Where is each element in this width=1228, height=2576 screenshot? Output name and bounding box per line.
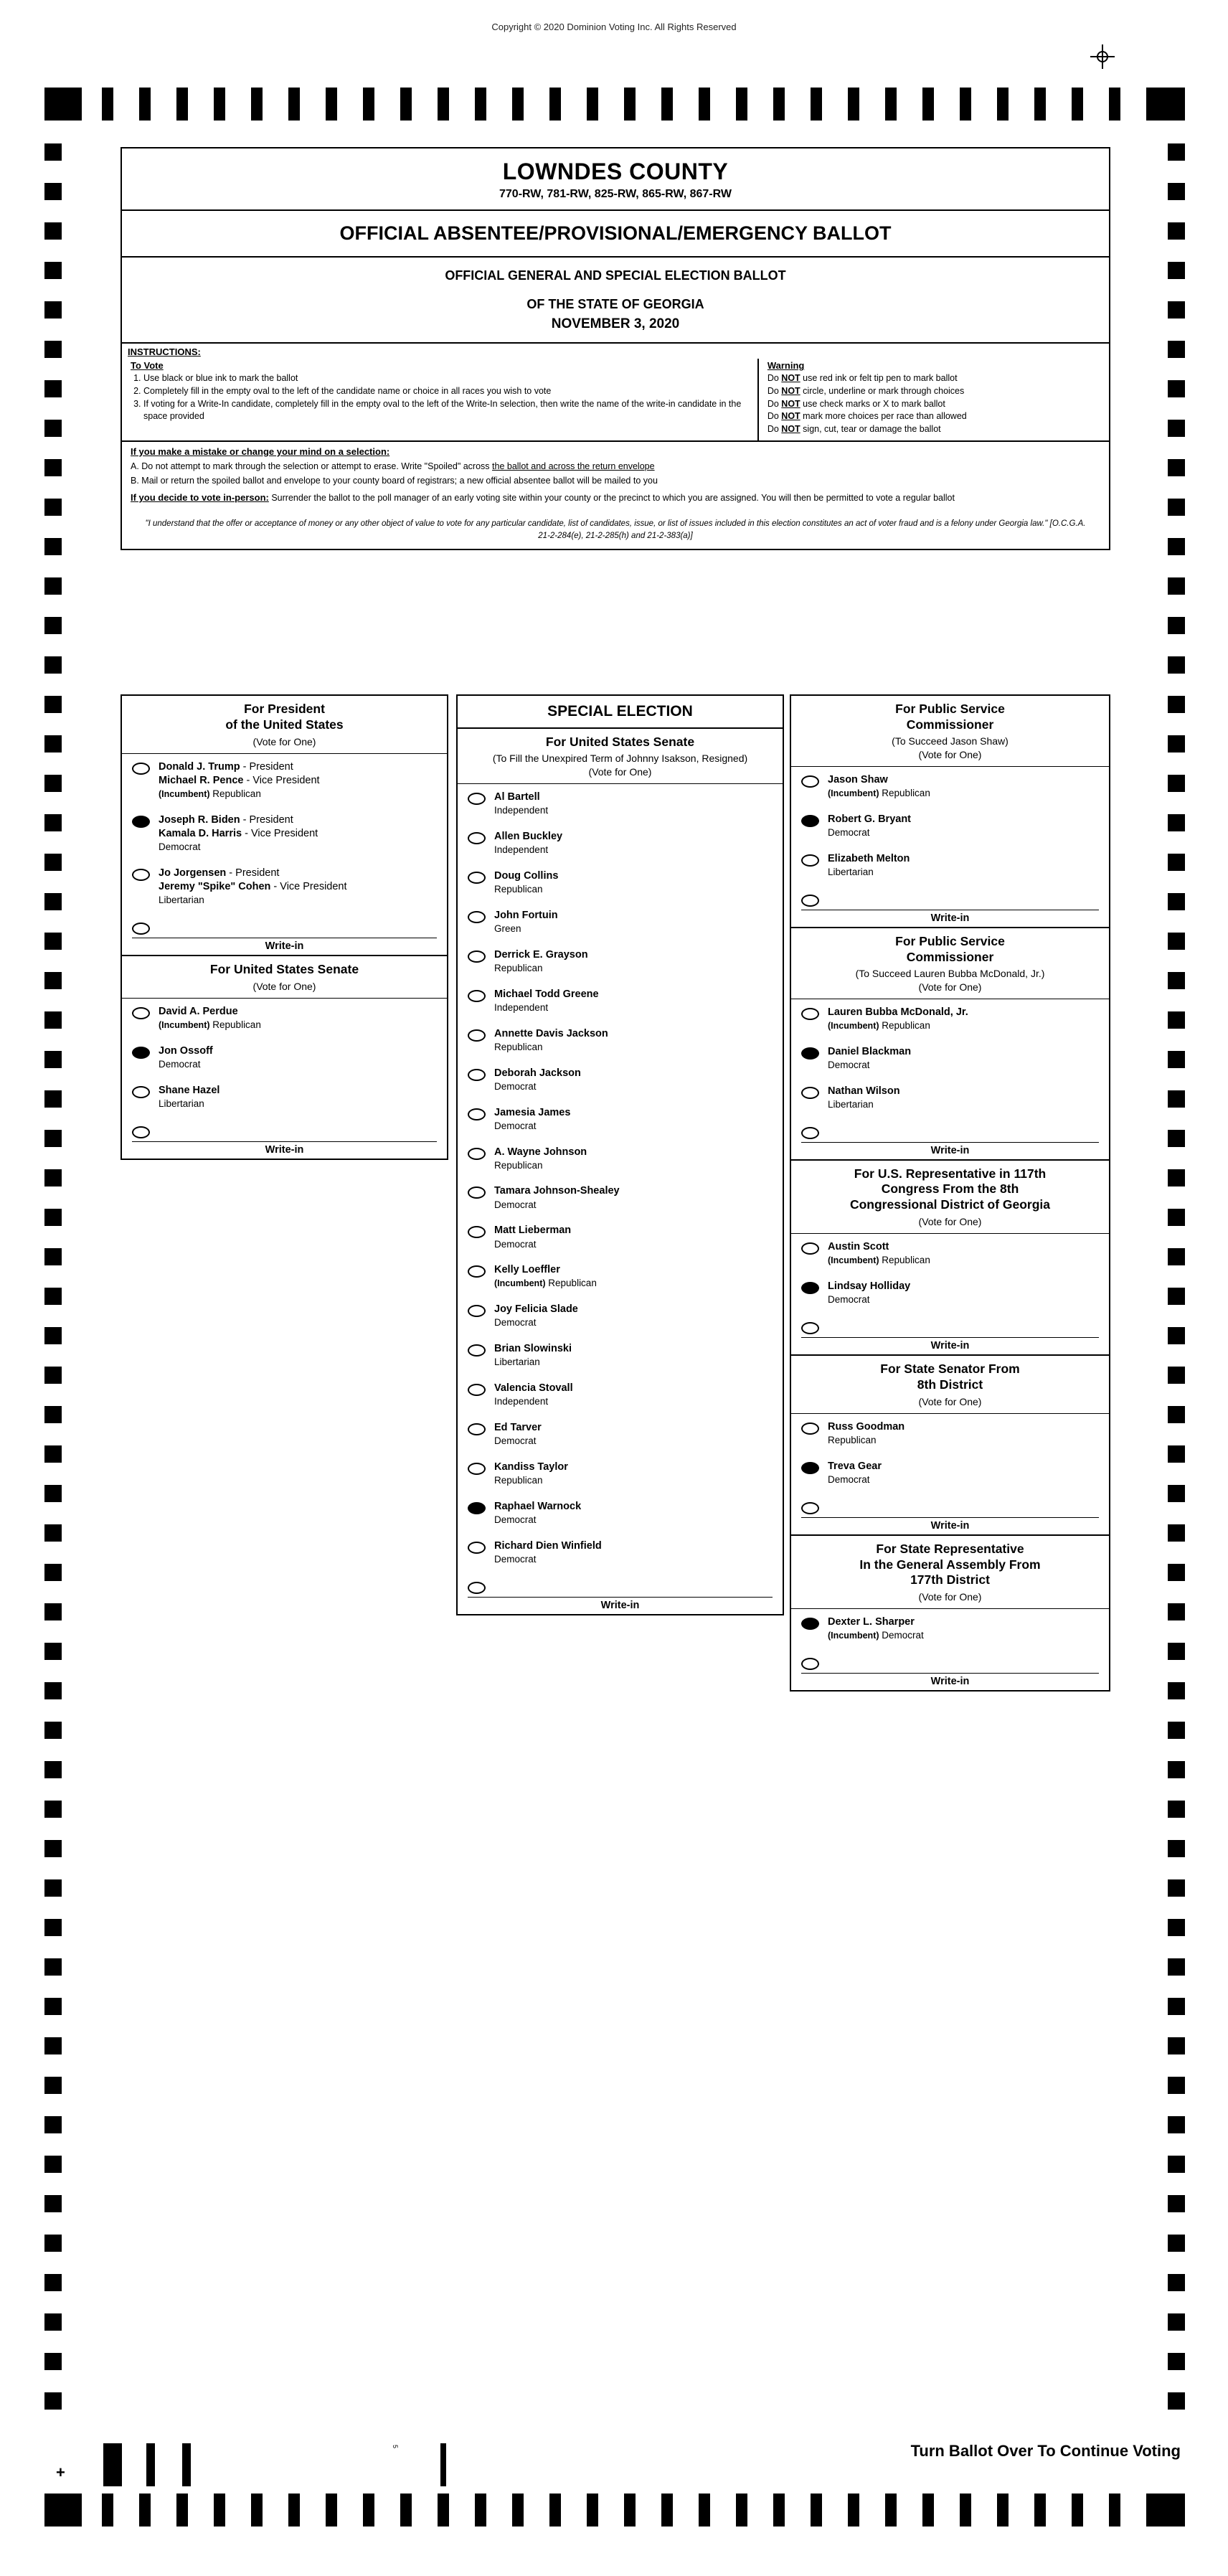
contest-psc-shaw (790, 694, 1110, 928)
vote-oval[interactable] (468, 1542, 486, 1554)
vote-oval[interactable] (468, 872, 486, 884)
candidate-text: Al Bartell Independent (494, 791, 549, 816)
vote-oval[interactable] (468, 911, 486, 923)
candidate-option[interactable] (458, 981, 783, 1021)
candidate-option[interactable] (791, 1609, 1109, 1648)
warning-line: Do NOT use check marks or X to mark ballot (767, 398, 945, 409)
candidate-text: A. Wayne Johnson Republican (494, 1146, 587, 1171)
copyright-notice: Copyright © 2020 Dominion Voting Inc. All Rights Reserved (491, 22, 737, 32)
write-in-option[interactable] (791, 1648, 1109, 1671)
vote-oval[interactable] (468, 1305, 486, 1317)
write-in-label: Write-in (801, 910, 1099, 924)
vote-oval[interactable] (468, 832, 486, 844)
candidate-option[interactable] (791, 1453, 1109, 1493)
vote-oval[interactable] (132, 1047, 150, 1059)
vote-for-instruction: (Vote for One) (918, 748, 982, 760)
candidate-option[interactable] (122, 1038, 447, 1077)
candidate-option[interactable] (458, 1060, 783, 1100)
candidate-text: Treva Gear Democrat (828, 1460, 882, 1485)
candidate-option[interactable] (458, 784, 783, 824)
write-in-option[interactable] (791, 1313, 1109, 1336)
warning-line: Do NOT mark more choices per race than allowed (767, 411, 967, 422)
ballot-subtitle-2: OF THE STATE OF GEORGIA (526, 297, 704, 312)
write-in-oval[interactable] (468, 1582, 486, 1594)
vote-oval[interactable] (132, 816, 150, 828)
vote-oval[interactable] (801, 1008, 819, 1020)
vote-oval[interactable] (468, 1069, 486, 1081)
write-in-option[interactable] (458, 1572, 783, 1595)
election-date: NOVEMBER 3, 2020 (551, 316, 680, 332)
candidate-text: Kelly Loeffler (Incumbent) Republican (494, 1264, 597, 1289)
vote-oval[interactable] (468, 1502, 486, 1514)
vote-oval[interactable] (801, 1423, 819, 1435)
candidate-text: Jamesia James Democrat (494, 1106, 571, 1131)
timing-marks-bottom (44, 2494, 1185, 2527)
contest-subtitle: (To Succeed Jason Shaw) (892, 735, 1009, 747)
candidate-option[interactable] (458, 1375, 783, 1415)
candidate-option[interactable] (458, 1021, 783, 1060)
candidate-text: Joy Felicia Slade Democrat (494, 1303, 578, 1329)
candidate-option[interactable] (458, 824, 783, 863)
candidate-option[interactable] (458, 902, 783, 942)
candidate-text: Ed Tarver Democrat (494, 1422, 542, 1447)
vote-oval[interactable] (801, 1047, 819, 1060)
candidate-option[interactable] (458, 1415, 783, 1454)
vote-oval[interactable] (132, 1007, 150, 1019)
vote-oval[interactable] (468, 1463, 486, 1475)
contest-title: For U.S. Representative in 117th Congress From the 8th Congressional District of Georgia (849, 1166, 1051, 1212)
vote-oval[interactable] (468, 1029, 486, 1042)
candidate-option[interactable] (458, 1100, 783, 1139)
warning-line: Do NOT sign, cut, tear or damage the ballot (767, 424, 941, 435)
timing-marks-right (1168, 143, 1185, 2453)
special-election-label: SPECIAL ELECTION (547, 703, 693, 720)
candidate-text: Annette Davis Jackson Republican (494, 1027, 608, 1052)
alignment-plus-mark: + (56, 2463, 65, 2481)
candidate-text: Shane Hazel Libertarian (159, 1084, 220, 1109)
instructions-section (122, 342, 1109, 548)
candidate-option[interactable] (458, 1257, 783, 1296)
mistake-option-a: A. Do not attempt to mark through the selection or attempt to erase. Write "Spoiled" across the ballot and across the return envelope (131, 461, 655, 471)
contest-subtitle: (To Fill the Unexpired Term of Johnny Isakson, Resigned) (492, 752, 748, 764)
candidate-text: Austin Scott (Incumbent) Republican (828, 1241, 930, 1266)
candidate-option[interactable] (458, 1139, 783, 1179)
candidate-text: Daniel Blackman Democrat (828, 1045, 912, 1070)
vote-oval[interactable] (468, 1344, 486, 1357)
warning-line: Do NOT use red ink or felt tip pen to mark ballot (767, 373, 958, 384)
write-in-oval[interactable] (132, 923, 150, 935)
instructions-to-vote (122, 359, 757, 440)
candidate-text: Raphael Warnock Democrat (494, 1500, 582, 1526)
vote-oval[interactable] (468, 1186, 486, 1199)
vote-for-instruction: (Vote for One) (918, 981, 982, 993)
candidate-text: Deborah Jackson Democrat (494, 1067, 581, 1092)
write-in-oval[interactable] (801, 1658, 819, 1670)
vote-oval[interactable] (801, 854, 819, 867)
contest-title: For State Senator From 8th District (880, 1362, 1020, 1392)
ballot-side-code: 5 (392, 2445, 399, 2449)
vote-oval[interactable] (468, 1265, 486, 1278)
candidate-option[interactable] (791, 1234, 1109, 1273)
mistake-option-b: B. Mail or return the spoiled ballot and envelope to your county board of registrars; a new official absentee ballot will be mailed to you (131, 476, 658, 486)
candidate-text: Matt Lieberman Democrat (494, 1225, 572, 1250)
contest-title: For State Representative In the General Assembly From 177th District (859, 1541, 1041, 1587)
candidate-text: David A. Perdue (Incumbent) Republican (159, 1005, 261, 1030)
candidate-text: John Fortuin Green (494, 909, 558, 934)
vote-oval[interactable] (132, 1086, 150, 1098)
vote-oval[interactable] (468, 1226, 486, 1238)
write-in-option[interactable] (791, 1493, 1109, 1516)
candidate-option[interactable] (458, 1178, 783, 1217)
candidate-text: Lauren Bubba McDonald, Jr. (Incumbent) Republican (828, 1006, 968, 1031)
write-in-label: Write-in (801, 1337, 1099, 1351)
ballot-type-title: OFFICIAL ABSENTEE/PROVISIONAL/EMERGENCY BALLOT (339, 222, 892, 244)
write-in-oval[interactable] (132, 1126, 150, 1138)
candidate-text: Robert G. Bryant Democrat (828, 813, 912, 838)
candidate-option[interactable] (122, 860, 447, 913)
candidate-text: Elizabeth Melton Libertarian (828, 852, 910, 877)
instructions-title: INSTRUCTIONS: (128, 346, 201, 358)
vote-for-instruction: (Vote for One) (918, 1216, 982, 1228)
candidate-text: Valencia Stovall Independent (494, 1382, 573, 1407)
candidate-option[interactable] (791, 767, 1109, 806)
candidate-option[interactable] (791, 999, 1109, 1039)
vote-for-instruction: (Vote for One) (252, 980, 316, 992)
contest-title: For President of the United States (225, 702, 344, 732)
candidate-option[interactable] (122, 999, 447, 1038)
column-1 (121, 694, 448, 1160)
special-election-header (456, 694, 784, 729)
candidate-option[interactable] (458, 1454, 783, 1494)
candidate-text: Lindsay Holliday Democrat (828, 1280, 911, 1306)
write-in-oval[interactable] (801, 1322, 819, 1334)
candidate-option[interactable] (458, 1217, 783, 1257)
vote-oval[interactable] (468, 1108, 486, 1120)
write-in-oval[interactable] (801, 1127, 819, 1139)
vote-oval[interactable] (801, 815, 819, 827)
contest-us-rep-8 (790, 1161, 1110, 1357)
candidate-option[interactable] (122, 807, 447, 860)
instruction-step: 3. If voting for a Write-In candidate, completely fill in the empty oval to the left of the Write-In selection, then write the name of the write-in candidate in the space provided (143, 398, 752, 423)
vote-for-instruction: (Vote for One) (918, 1395, 982, 1407)
candidate-option[interactable] (458, 863, 783, 902)
contest-title: For United States Senate (545, 735, 695, 749)
vote-oval[interactable] (468, 990, 486, 1002)
vote-oval[interactable] (801, 1242, 819, 1255)
candidate-option[interactable] (458, 1296, 783, 1336)
vote-oval[interactable] (132, 869, 150, 881)
candidate-text: Derrick E. Grayson Republican (494, 948, 588, 973)
instructions-warning (757, 359, 1109, 440)
mistake-title: If you make a mistake or change your mind on a selection: (131, 445, 390, 457)
contest-state-rep-177 (790, 1536, 1110, 1692)
timing-marks-top (44, 88, 1185, 121)
vote-oval[interactable] (468, 1423, 486, 1435)
contest-title: For Public Service Commissioner (895, 933, 1005, 964)
candidate-text: Jon Ossoff Democrat (159, 1044, 213, 1070)
candidate-text: Joseph R. Biden - President Kamala D. Harris - Vice President Democrat (159, 813, 318, 853)
write-in-option[interactable] (122, 913, 447, 936)
candidate-text: Brian Slowinski Libertarian (494, 1343, 572, 1368)
warning-line: Do NOT circle, underline or mark through choices (767, 385, 965, 396)
write-in-label: Write-in (468, 1597, 773, 1611)
write-in-label: Write-in (801, 1517, 1099, 1532)
vote-oval[interactable] (801, 1087, 819, 1099)
contest-us-senate-perdue (121, 956, 448, 1160)
vote-oval[interactable] (468, 950, 486, 963)
timing-marks-left (44, 143, 62, 2453)
candidate-text: Allen Buckley Independent (494, 831, 563, 856)
to-vote-label: To Vote (131, 360, 164, 372)
turn-over-notice: Turn Ballot Over To Continue Voting (910, 2442, 1181, 2460)
write-in-option[interactable] (122, 1117, 447, 1140)
candidate-option[interactable] (791, 1078, 1109, 1118)
contest-us-senate-special (456, 729, 784, 1615)
contest-president (121, 694, 448, 956)
contest-psc-mcdonald (790, 928, 1110, 1161)
candidate-text: Dexter L. Sharper (Incumbent) Democrat (828, 1616, 924, 1641)
write-in-label: Write-in (132, 938, 437, 952)
vote-oval[interactable] (132, 763, 150, 775)
column-3 (790, 694, 1110, 1692)
write-in-label: Write-in (801, 1673, 1099, 1687)
vote-oval[interactable] (468, 1148, 486, 1160)
candidate-text: Nathan Wilson Libertarian (828, 1085, 900, 1110)
registration-target-icon (1090, 44, 1115, 69)
ballot-subtitle-1: OFFICIAL GENERAL AND SPECIAL ELECTION BALLOT (445, 268, 786, 283)
vote-for-instruction: (Vote for One) (588, 766, 652, 778)
instruction-step: 1. Use black or blue ink to mark the ballot (143, 372, 752, 384)
candidate-option[interactable] (122, 1077, 447, 1117)
vote-oval[interactable] (468, 793, 486, 805)
candidate-option[interactable] (791, 1414, 1109, 1453)
write-in-oval[interactable] (801, 1502, 819, 1514)
in-person-text: Surrender the ballot to the poll manager of an early voting site within your county or the precinct to which you are assigned. You will then be permitted to vote a regular ballot (271, 493, 955, 504)
write-in-option[interactable] (791, 885, 1109, 908)
candidate-option[interactable] (458, 1336, 783, 1375)
candidate-text: Jason Shaw (Incumbent) Republican (828, 773, 930, 799)
candidate-text: Tamara Johnson-Shealey Democrat (494, 1185, 620, 1210)
vote-oval[interactable] (801, 1462, 819, 1474)
mistake-instructions (122, 440, 1109, 511)
in-person-instructions (131, 491, 1100, 505)
vote-for-instruction: (Vote for One) (252, 735, 316, 747)
ballot-header (121, 147, 1110, 550)
write-in-label: Write-in (801, 1142, 1099, 1156)
warning-label: Warning (767, 360, 805, 372)
candidate-option[interactable] (122, 754, 447, 807)
column-2 (456, 694, 784, 1615)
contest-state-senate-8 (790, 1356, 1110, 1536)
contest-title: For Public Service Commissioner (895, 702, 1005, 732)
write-in-oval[interactable] (801, 895, 819, 907)
in-person-title: If you decide to vote in-person: (131, 492, 269, 504)
candidate-option[interactable] (458, 1494, 783, 1533)
candidate-text: Russ Goodman Republican (828, 1420, 905, 1445)
vote-oval[interactable] (468, 1384, 486, 1396)
vote-oval[interactable] (801, 775, 819, 788)
candidate-text: Doug Collins Republican (494, 869, 559, 895)
vote-oval[interactable] (801, 1282, 819, 1294)
instruction-step: 2. Completely fill in the empty oval to the left of the candidate name or choice in all races you wish to vote (143, 385, 752, 397)
voter-affirmation: "I understand that the offer or acceptance of money or any other object of value to vote for any particular candidate, list of candidates, issue, or list of issues included in this election constitutes an act of voter fraud and is a felony under Georgia law." [O.C.G.A. 21-2-284(e), 21-2-285(h) and 21-2-383(a)] (145, 519, 1086, 541)
ballot-barcode (60, 2439, 491, 2486)
vote-for-instruction: (Vote for One) (918, 1591, 982, 1603)
candidate-text: Kandiss Taylor Republican (494, 1461, 568, 1486)
candidate-text: Donald J. Trump - President Michael R. Pence - Vice President (Incumbent) Republican (159, 760, 320, 799)
vote-oval[interactable] (801, 1618, 819, 1630)
candidate-option[interactable] (791, 846, 1109, 885)
candidate-option[interactable] (791, 1273, 1109, 1313)
write-in-label: Write-in (132, 1141, 437, 1156)
precinct-list: 770-RW, 781-RW, 825-RW, 865-RW, 867-RW (499, 188, 732, 200)
candidate-text: Jo Jorgensen - President Jeremy "Spike" Cohen - Vice President Libertarian (159, 867, 347, 906)
candidate-text: Michael Todd Greene Independent (494, 988, 599, 1013)
candidate-option[interactable] (458, 1533, 783, 1572)
candidate-text: Richard Dien Winfield Democrat (494, 1539, 602, 1565)
candidate-option[interactable] (791, 1039, 1109, 1078)
contest-subtitle: (To Succeed Lauren Bubba McDonald, Jr.) (855, 967, 1045, 979)
candidate-option[interactable] (791, 806, 1109, 846)
county-title: LOWNDES COUNTY (502, 159, 729, 184)
write-in-option[interactable] (791, 1118, 1109, 1141)
contest-title: For United States Senate (209, 961, 359, 976)
candidate-option[interactable] (458, 942, 783, 981)
